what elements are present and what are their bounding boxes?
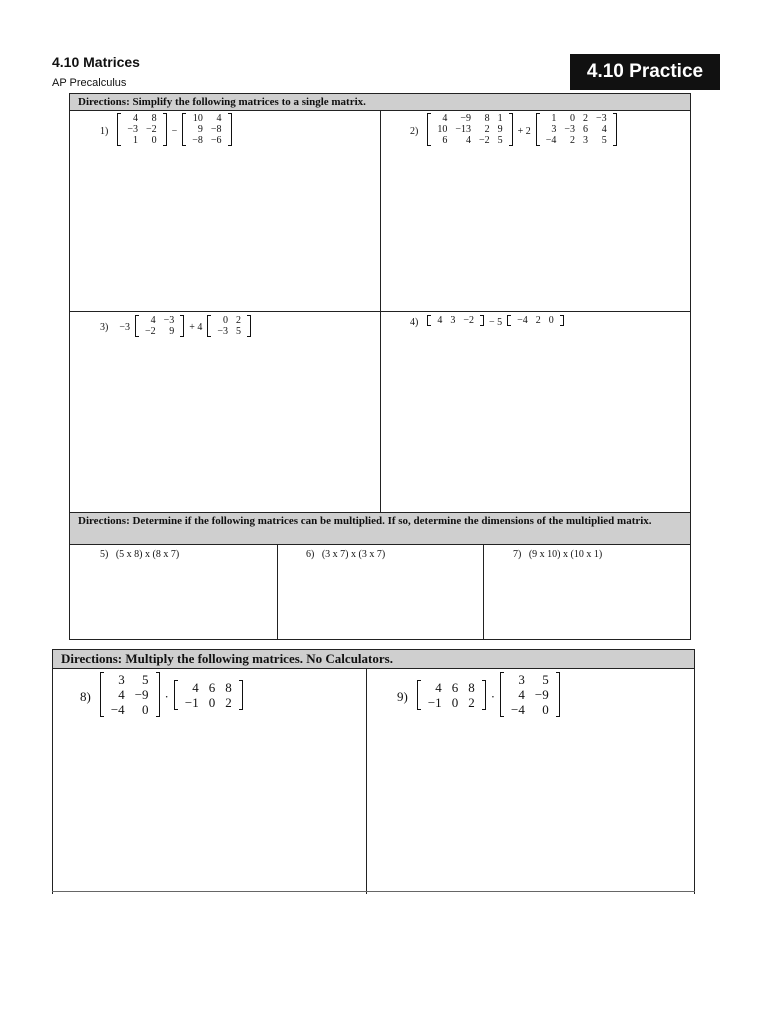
matrix-cell: 0: [223, 315, 229, 326]
left-bracket: [507, 315, 511, 326]
matrix-cell: 8: [151, 113, 157, 124]
section-multiply-divider-v: [366, 669, 367, 894]
section-dimensions-divider-2: [483, 545, 484, 639]
matrix-cell: 0: [542, 702, 549, 717]
matrix-cell: −4: [517, 315, 528, 326]
matrix-row: [542, 124, 611, 135]
right-bracket: [560, 315, 564, 326]
matrix-row: [506, 687, 554, 702]
course-subtitle: AP Precalculus: [52, 77, 127, 89]
problem-1: [100, 113, 232, 149]
question-text: (5 x 8) x (8 x 7): [115, 549, 180, 560]
matrix-cell: 0: [151, 135, 157, 146]
matrix-cell: 6: [583, 124, 589, 135]
operator: ·: [164, 688, 169, 704]
matrix-entries: [542, 113, 611, 146]
matrix-row: [542, 113, 611, 124]
matrix-cell: 10: [437, 124, 448, 135]
matrix-a: [117, 113, 166, 149]
matrix-cell: −4: [545, 135, 557, 146]
left-bracket: [135, 315, 139, 337]
matrix-cell: 5: [236, 326, 242, 337]
matrix-row: [213, 326, 245, 337]
matrix-row: [180, 695, 237, 710]
left-bracket: [500, 672, 504, 717]
question-6: [306, 549, 385, 560]
matrix-cell: −2: [144, 326, 156, 337]
matrix-cell: 3: [118, 672, 125, 687]
matrix-cell: 5: [142, 672, 149, 687]
matrix-cell: 1: [551, 113, 557, 124]
matrix: [417, 680, 486, 710]
matrix-cell: 6: [442, 135, 448, 146]
matrix-row: [141, 315, 178, 326]
matrix-cell: 1: [132, 135, 138, 146]
matrix-a: [135, 315, 184, 340]
left-bracket: [182, 113, 186, 146]
matrix-cell: 3: [583, 135, 589, 146]
section-dimensions-directions: Directions: Determine if the following matrices can be multiplied. If so, determine the dimensions of the multiplied matrix.: [70, 513, 690, 545]
matrix-row: [213, 315, 245, 326]
matrix-cell: 4: [435, 679, 442, 695]
matrix-cell: 2: [583, 113, 589, 124]
matrix-cell: 5: [601, 135, 607, 146]
practice-badge: 4.10 Practice: [570, 54, 720, 90]
matrix: [500, 672, 560, 717]
matrix-row: [513, 315, 558, 326]
matrix-row: [188, 113, 225, 124]
matrix-row: [423, 695, 480, 710]
matrix-cell: −2: [478, 135, 490, 146]
matrix-cell: 9: [497, 124, 503, 135]
matrix-b: [500, 672, 560, 721]
matrix-row: [123, 113, 160, 124]
right-bracket: [482, 680, 486, 710]
matrix-row: [106, 702, 154, 717]
section-multiply-directions: Directions: Multiply the following matrices. No Calculators.: [53, 650, 694, 669]
section-multiply-bottom: [52, 891, 695, 892]
matrix-row: [141, 326, 178, 337]
matrix-row: [123, 135, 160, 146]
problem-number: 4): [410, 316, 419, 328]
matrix-cell: 8: [468, 679, 475, 695]
matrix-cell: 0: [570, 113, 576, 124]
left-bracket: [117, 113, 121, 146]
matrix-entries: [506, 672, 554, 717]
matrix-cell: 4: [442, 113, 448, 124]
matrix-cell: 6: [208, 679, 216, 695]
matrix-cell: 9: [169, 326, 175, 337]
matrix: [207, 315, 251, 337]
matrix-entries: [433, 315, 478, 326]
left-bracket: [427, 113, 431, 146]
left-bracket: [100, 672, 104, 717]
left-bracket: [417, 680, 421, 710]
problem-number: 9): [397, 688, 408, 704]
matrix-cell: 0: [548, 315, 554, 326]
question-7: [513, 549, 602, 560]
matrix-row: [506, 702, 554, 717]
matrix-cell: 4: [216, 113, 222, 124]
matrix-row: [180, 680, 237, 695]
operator: −: [171, 125, 178, 137]
matrix-cell: −9: [534, 687, 549, 702]
left-bracket: [207, 315, 211, 337]
matrix-entries: [180, 680, 237, 710]
matrix-cell: 9: [197, 124, 203, 135]
matrix: [174, 680, 243, 710]
matrix-cell: −9: [134, 687, 149, 702]
right-bracket: [480, 315, 484, 326]
matrix-cell: −2: [463, 315, 474, 326]
matrix-cell: −2: [145, 124, 157, 135]
problem-4: [410, 315, 564, 329]
matrix-cell: 2: [484, 124, 490, 135]
problem-3: [100, 315, 251, 340]
matrix-cell: 4: [192, 679, 199, 695]
matrix-cell: −1: [427, 694, 442, 710]
matrix-cell: −13: [455, 124, 471, 135]
right-bracket: [556, 672, 560, 717]
matrix-entries: [433, 113, 506, 146]
matrix-cell: −3: [163, 315, 175, 326]
matrix-entries: [106, 672, 154, 717]
right-bracket: [247, 315, 251, 337]
section-simplify-divider-h: [69, 311, 691, 312]
matrix: [427, 113, 512, 146]
matrix-entries: [188, 113, 225, 146]
matrix-a: [100, 672, 160, 721]
page-title: 4.10 Matrices: [52, 54, 140, 70]
matrix-cell: 3: [551, 124, 557, 135]
matrix-a: [427, 113, 512, 149]
matrix-cell: 2: [468, 694, 475, 710]
matrix-entries: [513, 315, 558, 326]
question-number: 5): [100, 549, 109, 560]
matrix-row: [423, 680, 480, 695]
matrix-row: [188, 124, 225, 135]
matrix-a: [417, 680, 486, 714]
operator: + 2: [517, 125, 531, 137]
matrix: [427, 315, 484, 326]
matrix-entries: [423, 680, 480, 710]
operator: ·: [490, 688, 496, 704]
problem-8: [80, 672, 243, 721]
question-number: 6): [306, 549, 315, 560]
matrix-entries: [213, 315, 245, 337]
left-bracket: [427, 315, 431, 326]
matrix-cell: −4: [511, 702, 525, 717]
matrix-cell: 6: [451, 679, 459, 695]
matrix-cell: 4: [518, 687, 525, 702]
matrix-cell: 5: [497, 135, 503, 146]
matrix-cell: 2: [236, 315, 242, 326]
matrix-cell: 0: [208, 694, 216, 710]
matrix-cell: −3: [127, 124, 138, 135]
matrix: [100, 672, 160, 717]
right-bracket: [180, 315, 184, 337]
matrix-cell: 4: [437, 315, 443, 326]
matrix-cell: −8: [210, 124, 222, 135]
matrix-cell: 8: [484, 113, 490, 124]
problem-9: [397, 672, 560, 721]
question-5: [100, 549, 179, 560]
problem-number: 1): [100, 125, 109, 137]
matrix-cell: 0: [451, 694, 459, 710]
matrix: [135, 315, 184, 337]
matrix-cell: 2: [225, 694, 232, 710]
right-bracket: [613, 113, 617, 146]
matrix-cell: 8: [225, 679, 232, 695]
matrix: [536, 113, 617, 146]
problem-number: 8): [80, 688, 91, 704]
matrix-cell: 3: [450, 315, 456, 326]
matrix-entries: [123, 113, 160, 146]
matrix-row: [106, 687, 154, 702]
matrix-row: [123, 124, 160, 135]
matrix-cell: 4: [132, 113, 138, 124]
matrix-b: [536, 113, 617, 149]
matrix: [182, 113, 231, 146]
matrix: [117, 113, 166, 146]
matrix-row: [433, 135, 506, 146]
matrix-cell: 2: [570, 135, 576, 146]
matrix-cell: 10: [192, 113, 203, 124]
right-bracket: [509, 113, 513, 146]
right-bracket: [239, 680, 243, 710]
matrix-b: [507, 315, 564, 329]
matrix: [507, 315, 564, 326]
matrix-cell: 5: [542, 672, 549, 687]
matrix-cell: −3: [564, 124, 576, 135]
matrix-cell: −8: [192, 135, 203, 146]
problem-number: 3): [100, 322, 109, 333]
matrix-cell: −4: [110, 702, 125, 717]
matrix-cell: 0: [142, 702, 149, 717]
matrix-cell: 4: [118, 687, 125, 702]
matrix-cell: 1: [497, 113, 503, 124]
left-bracket: [536, 113, 540, 146]
matrix-row: [506, 672, 554, 687]
right-bracket: [228, 113, 232, 146]
question-number: 7): [513, 549, 522, 560]
problem-2: [410, 113, 617, 149]
right-bracket: [156, 672, 160, 717]
matrix-cell: −3: [217, 326, 229, 337]
right-bracket: [163, 113, 167, 146]
matrix-b: [207, 315, 251, 340]
matrix-cell: 4: [465, 135, 471, 146]
matrix-cell: −3: [596, 113, 607, 124]
matrix-row: [433, 113, 506, 124]
matrix-row: [542, 135, 611, 146]
matrix-cell: −6: [210, 135, 222, 146]
matrix-row: [433, 124, 506, 135]
question-text: (9 x 10) x (10 x 1): [528, 549, 603, 560]
matrix-a: [427, 315, 484, 329]
problem-number: 2): [410, 125, 419, 137]
scalar: −3: [119, 322, 130, 333]
matrix-cell: −9: [460, 113, 471, 124]
matrix-cell: 4: [601, 124, 607, 135]
question-text: (3 x 7) x (3 x 7): [321, 549, 386, 560]
left-bracket: [174, 680, 178, 710]
operator: − 5: [488, 316, 503, 328]
section-simplify-directions: Directions: Simplify the following matrices to a single matrix.: [70, 94, 690, 111]
matrix-b: [174, 680, 243, 714]
matrix-cell: 4: [150, 315, 156, 326]
matrix-b: [182, 113, 231, 149]
operator: + 4: [189, 322, 203, 333]
matrix-row: [106, 672, 154, 687]
matrix-cell: 3: [518, 672, 525, 687]
matrix-row: [188, 135, 225, 146]
matrix-cell: 2: [535, 315, 541, 326]
matrix-cell: −1: [184, 694, 199, 710]
matrix-row: [433, 315, 478, 326]
section-dimensions-divider-1: [277, 545, 278, 639]
matrix-entries: [141, 315, 178, 337]
